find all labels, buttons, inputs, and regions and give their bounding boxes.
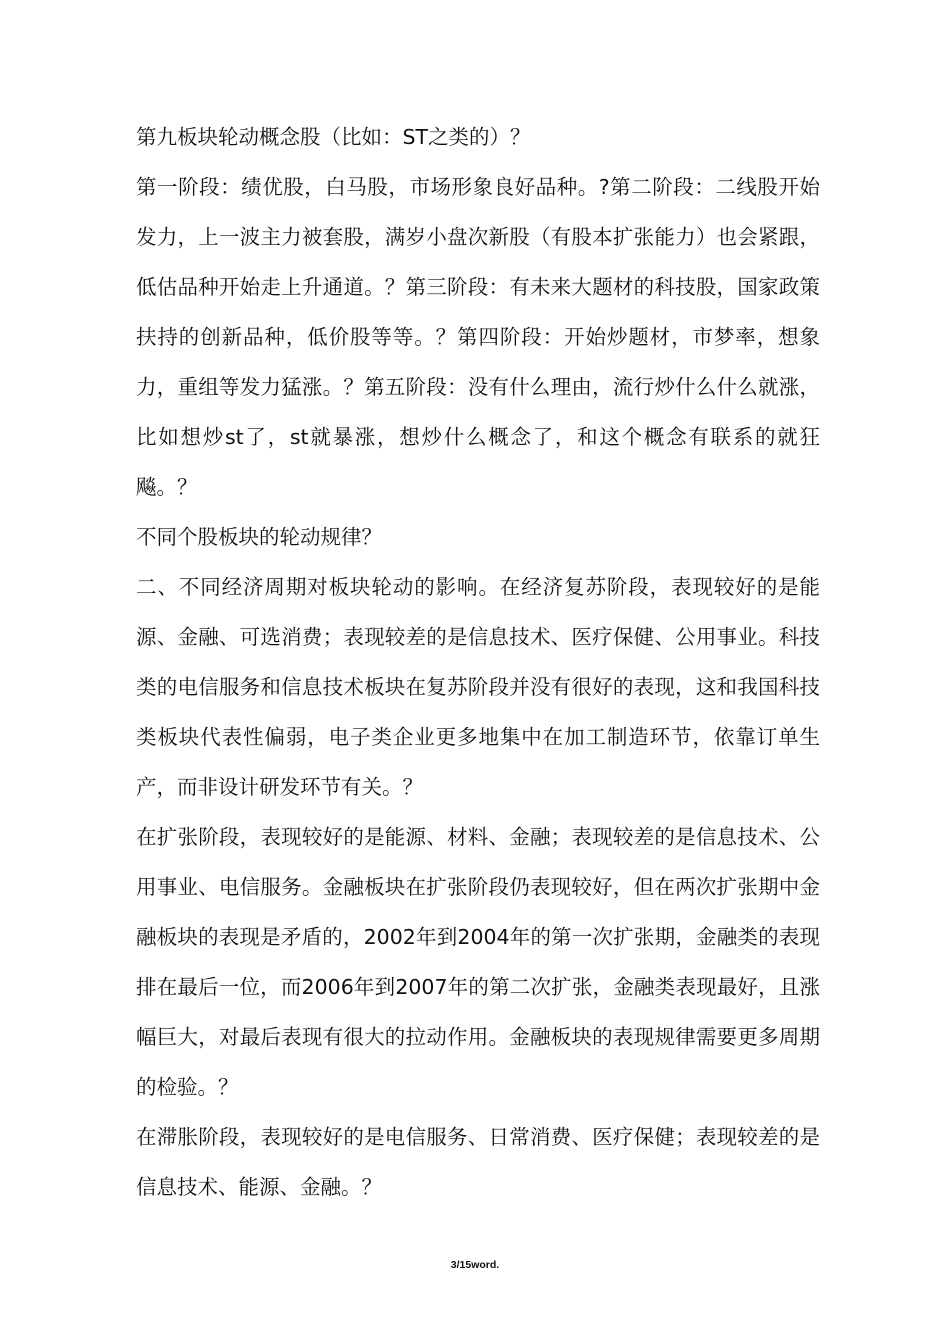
paragraph-heading-sector-rotation: 第九板块轮动概念股（比如：ST之类的）？ — [136, 125, 531, 149]
document-body — [136, 112, 820, 1212]
paragraph-recovery-phase: 二、不同经济周期对板块轮动的影响。在经济复苏阶段，表现较好的是能源、金融、可选消费；表现较差的是信息技术、医疗保健、公用事业。科技类的电信服务和信息技术板块在复苏阶段并没有很好的表现，这和我国科技类板块代表性偏弱，电子类企业更多地集中在加工制造环节，依靠订单生产，而非设计研发环节有关。？ — [136, 575, 820, 799]
paragraph-heading-rotation-rules: 不同个股板块的轮动规律？ — [136, 525, 382, 549]
paragraph-stagflation-phase: 在滞胀阶段，表现较好的是电信服务、日常消费、医疗保健；表现较差的是信息技术、能源、金融。？ — [136, 1125, 820, 1199]
page-number-footer: 3/15word. — [450, 1259, 500, 1271]
paragraph-rotation-stages: 第一阶段：绩优股，白马股，市场形象良好品种。?第二阶段：二线股开始发力，上一波主力被套股，满岁小盘次新股（有股本扩张能力）也会紧跟，低估品种开始走上升通道。？第三阶段：有未来大题材的科技股，国家政策扶持的创新品种，低价股等等。？第四阶段：开始炒题材，市梦率，想象力，重组等发力猛涨。？第五阶段：没有什么理由，流行炒什么什么就涨，比如想炒st了，st就暴涨，想炒什么概念了，和这个概念有联系的就狂飚。？ — [136, 175, 820, 499]
paragraph-expansion-phase: 在扩张阶段，表现较好的是能源、材料、金融；表现较差的是信息技术、公用事业、电信服务。金融板块在扩张阶段仍表现较好，但在两次扩张期中金融板块的表现是矛盾的，2002年到2004年的第一次扩张期，金融类的表现排在最后一位，而2006年到2007年的第二次扩张，金融类表现最好，且涨幅巨大，对最后表现有很大的拉动作用。金融板块的表现规律需要更多周期的检验。？ — [136, 825, 820, 1099]
